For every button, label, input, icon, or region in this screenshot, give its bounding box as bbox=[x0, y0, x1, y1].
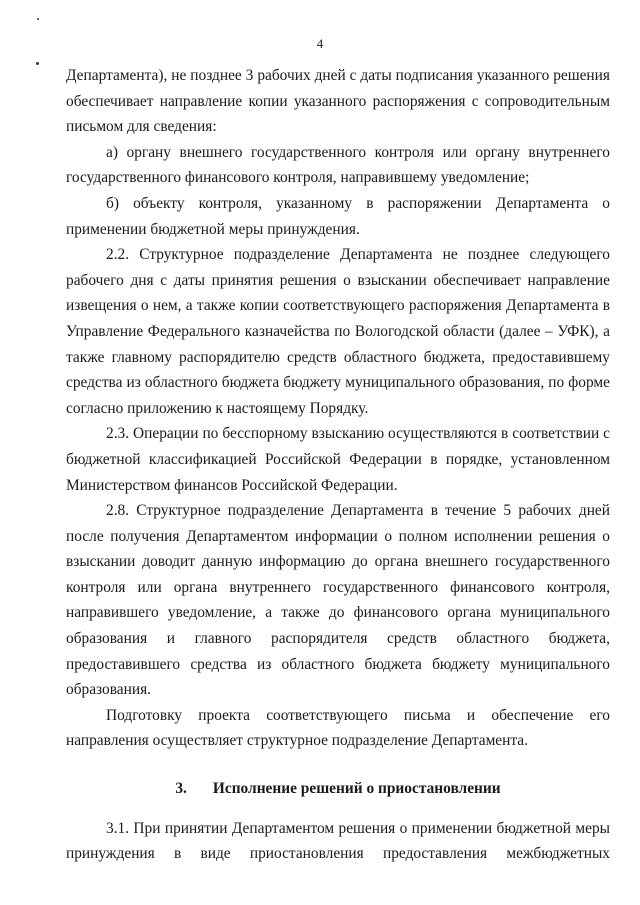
paragraph-item-a: а) органу внешнего государственного контроля или органу внутреннего государственного финансового контроля, направившему уведомление; bbox=[66, 143, 610, 187]
paragraph-2-8: 2.8. Структурное подразделение Департамента в течение 5 рабочих дней после получения Департаментом информации о полном исполнении решения о взыскании доводит данную информацию до органа внешнего государственного контроля или органа внутреннего государственного финансового контроля, направившего уведомление, а также до финансового органа муниципального образования и главного распорядителя средств областного бюджета, предоставившего средства из областного бюджета бюджету муниципального образования. bbox=[66, 502, 610, 699]
section-heading-3 bbox=[66, 776, 610, 802]
paragraph-item-b: б) объекту контроля, указанному в распоряжении Департамента о применении бюджетной меры принуждения. bbox=[66, 194, 610, 238]
paragraph-2-3: 2.3. Операции по бесспорному взысканию осуществляются в соответствии с бюджетной классификацией Российской Федерации в порядке, установленном Министерством финансов Российской Федерации. bbox=[66, 425, 610, 494]
scan-speck-1 bbox=[36, 62, 39, 65]
section-number: 3. bbox=[175, 780, 187, 798]
paragraph-2-2: 2.2. Структурное подразделение Департамента не позднее следующего рабочего дня с даты принятия решения о взыскании обеспечивает направление извещения о нем, а также копии соответствующего распоряжения Департамента в Управление Федерального казначейства по Вологодской области (далее – УФК), а также главному распорядителю средств областного бюджета, предоставившему средства из областного бюджета бюджету муниципального образования, по форме согласно приложению к настоящему Порядку. bbox=[66, 246, 610, 417]
document-body bbox=[66, 63, 610, 867]
section-title: Исполнение решений о приостановлении bbox=[212, 780, 501, 798]
paragraph-3-1: 3.1. При принятии Департаментом решения о применении бюджетной меры принуждения в виде приостановления предоставления межбюджетных bbox=[66, 819, 610, 863]
paragraph-continuation: Департамента), не позднее 3 рабочих дней с даты подписания указанного решения обеспечивает направление копии указанного распоряжения с сопроводительным письмом для сведения: bbox=[66, 67, 610, 136]
paragraph-preparation: Подготовку проекта соответствующего письма и обеспечение его направления осуществляет структурное подразделение Департамента. bbox=[66, 706, 610, 750]
page-number: 4 bbox=[316, 36, 324, 51]
scan-speck-2 bbox=[37, 18, 39, 20]
